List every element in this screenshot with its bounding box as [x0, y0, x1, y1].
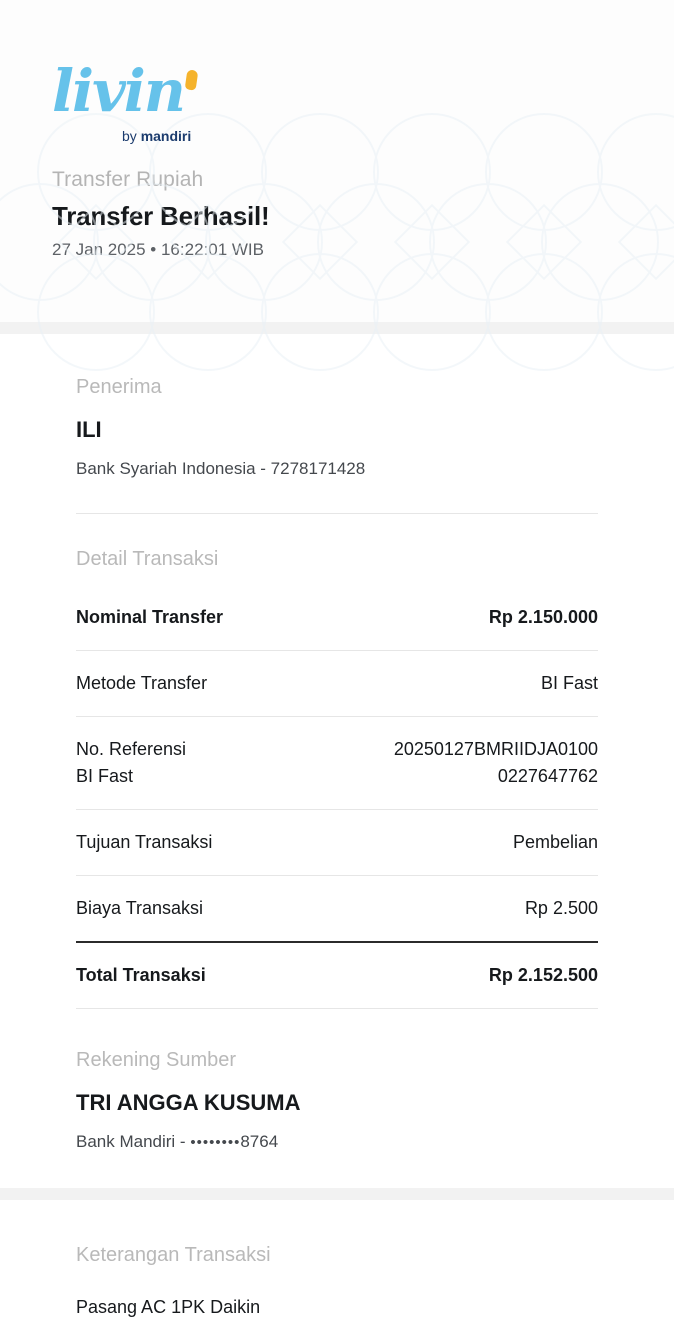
receipt-header	[0, 0, 674, 322]
section-divider-band-bottom	[0, 1188, 674, 1200]
note-label: Keterangan Transaksi	[76, 1244, 271, 1266]
detail-row-nominal	[0, 585, 674, 650]
note-section	[0, 1200, 674, 1318]
detail-row-method	[0, 651, 674, 716]
row-key: Nominal Transfer	[76, 607, 224, 627]
detail-row-purpose	[0, 810, 674, 875]
spacer	[0, 479, 674, 513]
row-key: Biaya Transaksi	[76, 898, 204, 918]
recipient-label: Penerima	[76, 376, 162, 398]
detail-section	[0, 514, 674, 571]
row-value	[394, 736, 598, 790]
row-value: Rp 2.150.000	[488, 607, 598, 627]
row-key-line2: BI Fast	[76, 766, 134, 786]
detail-row-fee	[0, 876, 674, 941]
row-value: Rp 2.500	[524, 898, 598, 918]
row-value-line1: 20250127BMRIIDJA0100	[393, 739, 598, 759]
livin-wordmark: livin	[52, 57, 184, 125]
logo-by-text: by	[122, 128, 137, 144]
row-key	[76, 736, 186, 790]
livin-logo	[52, 56, 202, 156]
recipient-name: ILI	[76, 417, 102, 442]
detail-row-total	[0, 943, 674, 1008]
source-account	[76, 1132, 598, 1152]
source-account-prefix: Bank Mandiri -	[76, 1132, 191, 1151]
source-name: TRI ANGGA KUSUMA	[76, 1090, 301, 1115]
row-value: Rp 2.152.500	[488, 965, 598, 985]
page-title: Transfer Berhasil!	[52, 201, 270, 231]
row-value: Pembelian	[512, 832, 598, 852]
row-key: Total Transaksi	[76, 965, 206, 985]
source-account-tail: 8764	[240, 1132, 279, 1151]
detail-label: Detail Transaksi	[76, 548, 219, 570]
section-divider-band-top	[0, 322, 674, 334]
transaction-timestamp: 27 Jan 2025 • 16:22:01 WIB	[52, 240, 264, 259]
detail-row-reference	[0, 717, 674, 809]
row-value-line2: 0227647762	[497, 766, 598, 786]
source-label: Rekening Sumber	[76, 1049, 237, 1071]
note-text: Pasang AC 1PK Daikin	[76, 1297, 261, 1317]
row-value: BI Fast	[540, 673, 598, 693]
row-key: Tujuan Transaksi	[76, 832, 213, 852]
logo-mandiri-text: mandiri	[140, 128, 192, 144]
row-key: Metode Transfer	[76, 673, 208, 693]
logo-accent-dot	[185, 69, 199, 90]
logo-by-mandiri	[122, 128, 191, 144]
recipient-section	[0, 334, 674, 479]
source-account-masked: ••••••••	[190, 1134, 241, 1151]
spacer	[0, 1152, 674, 1188]
source-account-section	[0, 1009, 674, 1152]
spacer	[0, 571, 674, 585]
recipient-account: Bank Syariah Indonesia - 7278171428	[76, 459, 366, 478]
transfer-type-label: Transfer Rupiah	[52, 168, 204, 191]
row-key-line1: No. Referensi	[76, 739, 187, 759]
